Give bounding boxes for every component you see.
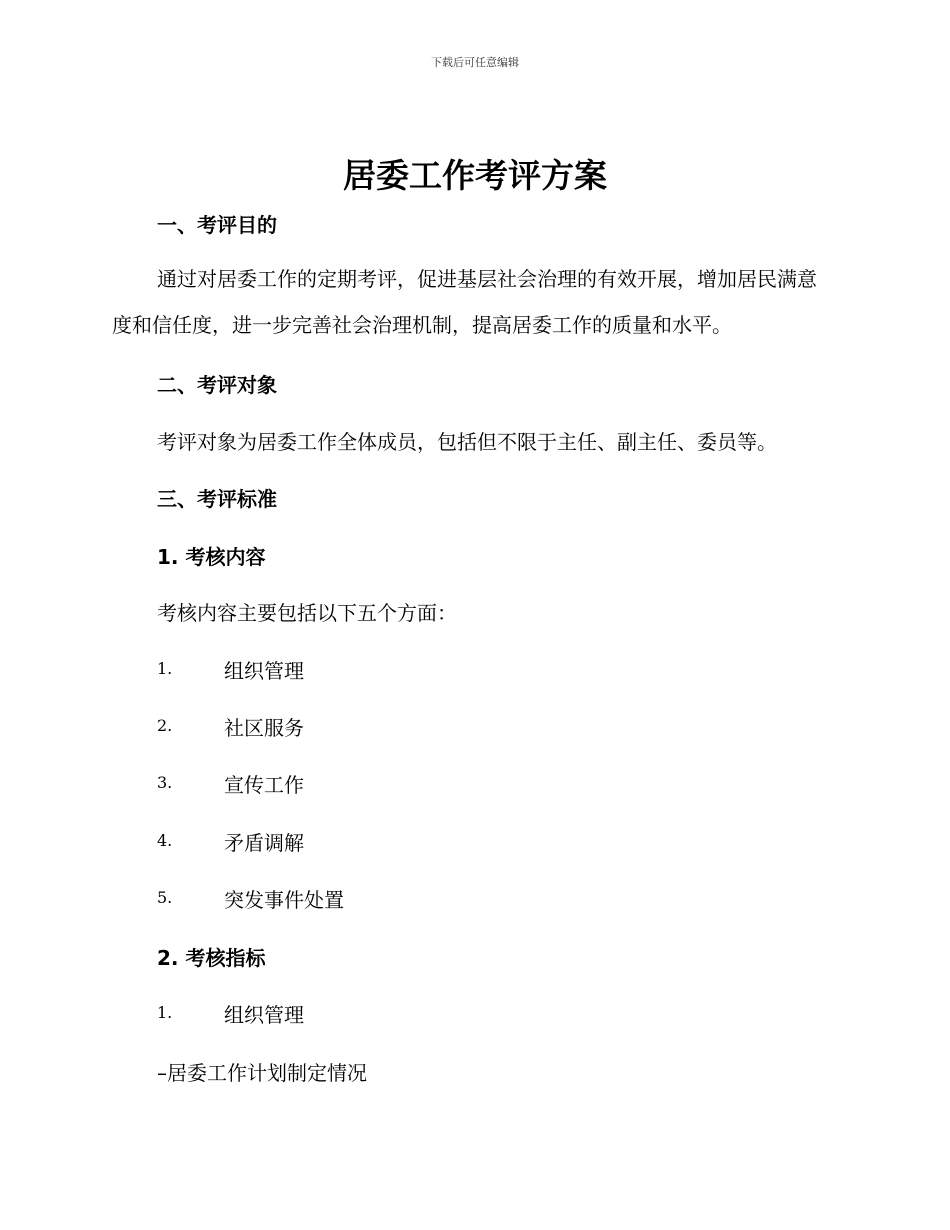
indicator-detail: –居委工作计划制定情况 (157, 1061, 367, 1085)
list-item-number: 4. (157, 831, 173, 850)
list-item-text: 突发事件处置 (224, 888, 344, 912)
content-intro: 考核内容主要包括以下五个方面： (157, 601, 457, 625)
list-item-text: 矛盾调解 (224, 831, 304, 855)
list-item-number: 5. (157, 888, 173, 907)
subheading-indicator: 2. 考核指标 (157, 946, 266, 970)
section-heading-target: 二、考评对象 (157, 373, 277, 397)
section-heading-standard: 三、考评标准 (157, 487, 277, 511)
list-item-text: 组织管理 (224, 659, 304, 683)
list-item-text: 宣传工作 (224, 773, 304, 797)
target-paragraph: 考评对象为居委工作全体成员，包括但不限于主任、副主任、委员等。 (157, 430, 777, 454)
purpose-paragraph: 通过对居委工作的定期考评，促进基层社会治理的有效开展，增加居民满意度和信任度，进一步完善社会治理机制，提高居委工作的质量和水平。 (112, 267, 817, 337)
document-title: 居委工作考评方案 (343, 156, 607, 195)
list-item-text: 组织管理 (224, 1003, 304, 1027)
list-item-number: 1. (157, 659, 173, 678)
list-item-text: 社区服务 (224, 716, 304, 740)
page-header-note: 下载后可任意编辑 (431, 56, 519, 69)
list-item-number: 2. (157, 716, 173, 735)
section-heading-purpose: 一、考评目的 (157, 213, 277, 237)
subheading-content: 1. 考核内容 (157, 545, 266, 569)
list-item-number: 1. (157, 1003, 173, 1022)
list-item-number: 3. (157, 773, 173, 792)
